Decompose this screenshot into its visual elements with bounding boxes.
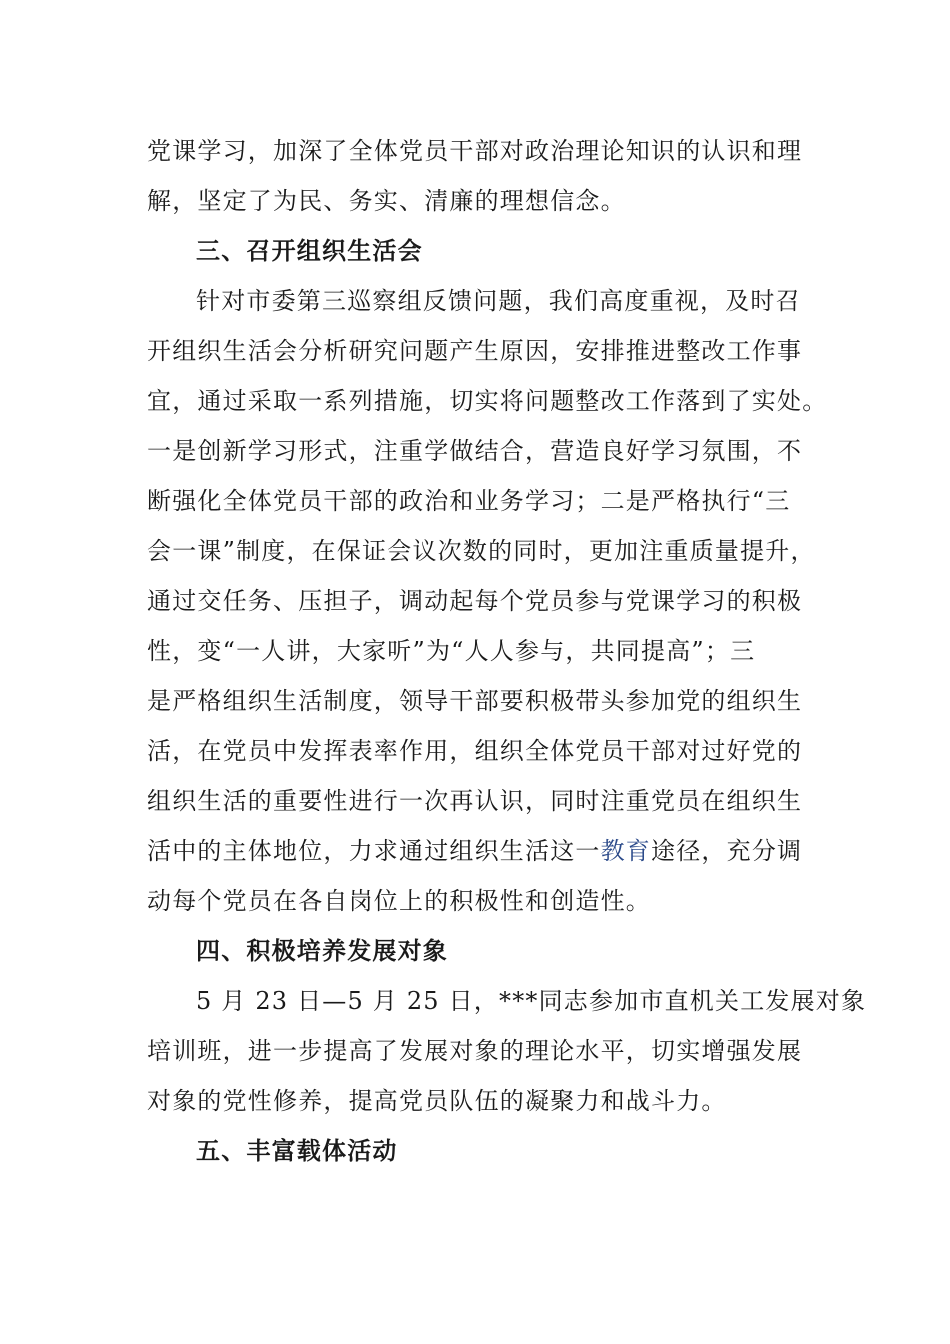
education-link[interactable]: 教育 [600,837,652,865]
line-text: 活中的主体地位，力求通过组织生活这一 [147,837,601,865]
paragraph-line: 解，坚定了为民、务实、清廉的理想信念。 [147,187,626,215]
paragraph-line: 对象的党性修养，提高党员队伍的凝聚力和战斗力。 [147,1087,727,1115]
line-text: 途径，充分调 [651,837,803,865]
paragraph-line: 活，在党员中发挥表率作用，组织全体党员干部对过好党的 [147,737,803,765]
paragraph-line: 组织生活的重要性进行一次再认识，同时注重党员在组织生 [147,787,803,815]
paragraph-line: 宜，通过采取一系列措施，切实将问题整改工作落到了实处。 [147,387,828,415]
paragraph-line: 培训班，进一步提高了发展对象的理论水平，切实增强发展 [147,1037,803,1065]
paragraph-line: 性，变“一人讲，大家听”为“人人参与，共同提高”；三 [147,637,756,665]
paragraph-line: 开组织生活会分析研究问题产生原因，安排推进整改工作事 [147,337,803,365]
paragraph-line: 动每个党员在各自岗位上的积极性和创造性。 [147,887,651,915]
paragraph-line: 是严格组织生活制度，领导干部要积极带头参加党的组织生 [147,687,803,715]
paragraph-line: 一是创新学习形式，注重学做结合，营造良好学习氛围，不 [147,437,803,465]
section-heading-4: 四、积极培养发展对象 [196,937,448,965]
section-heading-5: 五、丰富载体活动 [196,1137,398,1165]
paragraph-line: 断强化全体党员干部的政治和业务学习；二是严格执行“三 [147,487,791,515]
paragraph-line: 党课学习，加深了全体党员干部对政治理论知识的认识和理 [147,137,803,165]
paragraph-line: 会一课”制度，在保证会议次数的同时，更加注重质量提升， [147,537,816,565]
paragraph-line: 通过交任务、压担子，调动起每个党员参与党课学习的积极 [147,587,803,615]
paragraph-line: 5 月 23 日—5 月 25 日，***同志参加市直机关工发展对象 [196,987,867,1015]
paragraph-line [147,836,807,866]
section-heading-3: 三、召开组织生活会 [196,237,423,265]
paragraph-line: 针对市委第三巡察组反馈问题，我们高度重视，及时召 [196,287,801,315]
